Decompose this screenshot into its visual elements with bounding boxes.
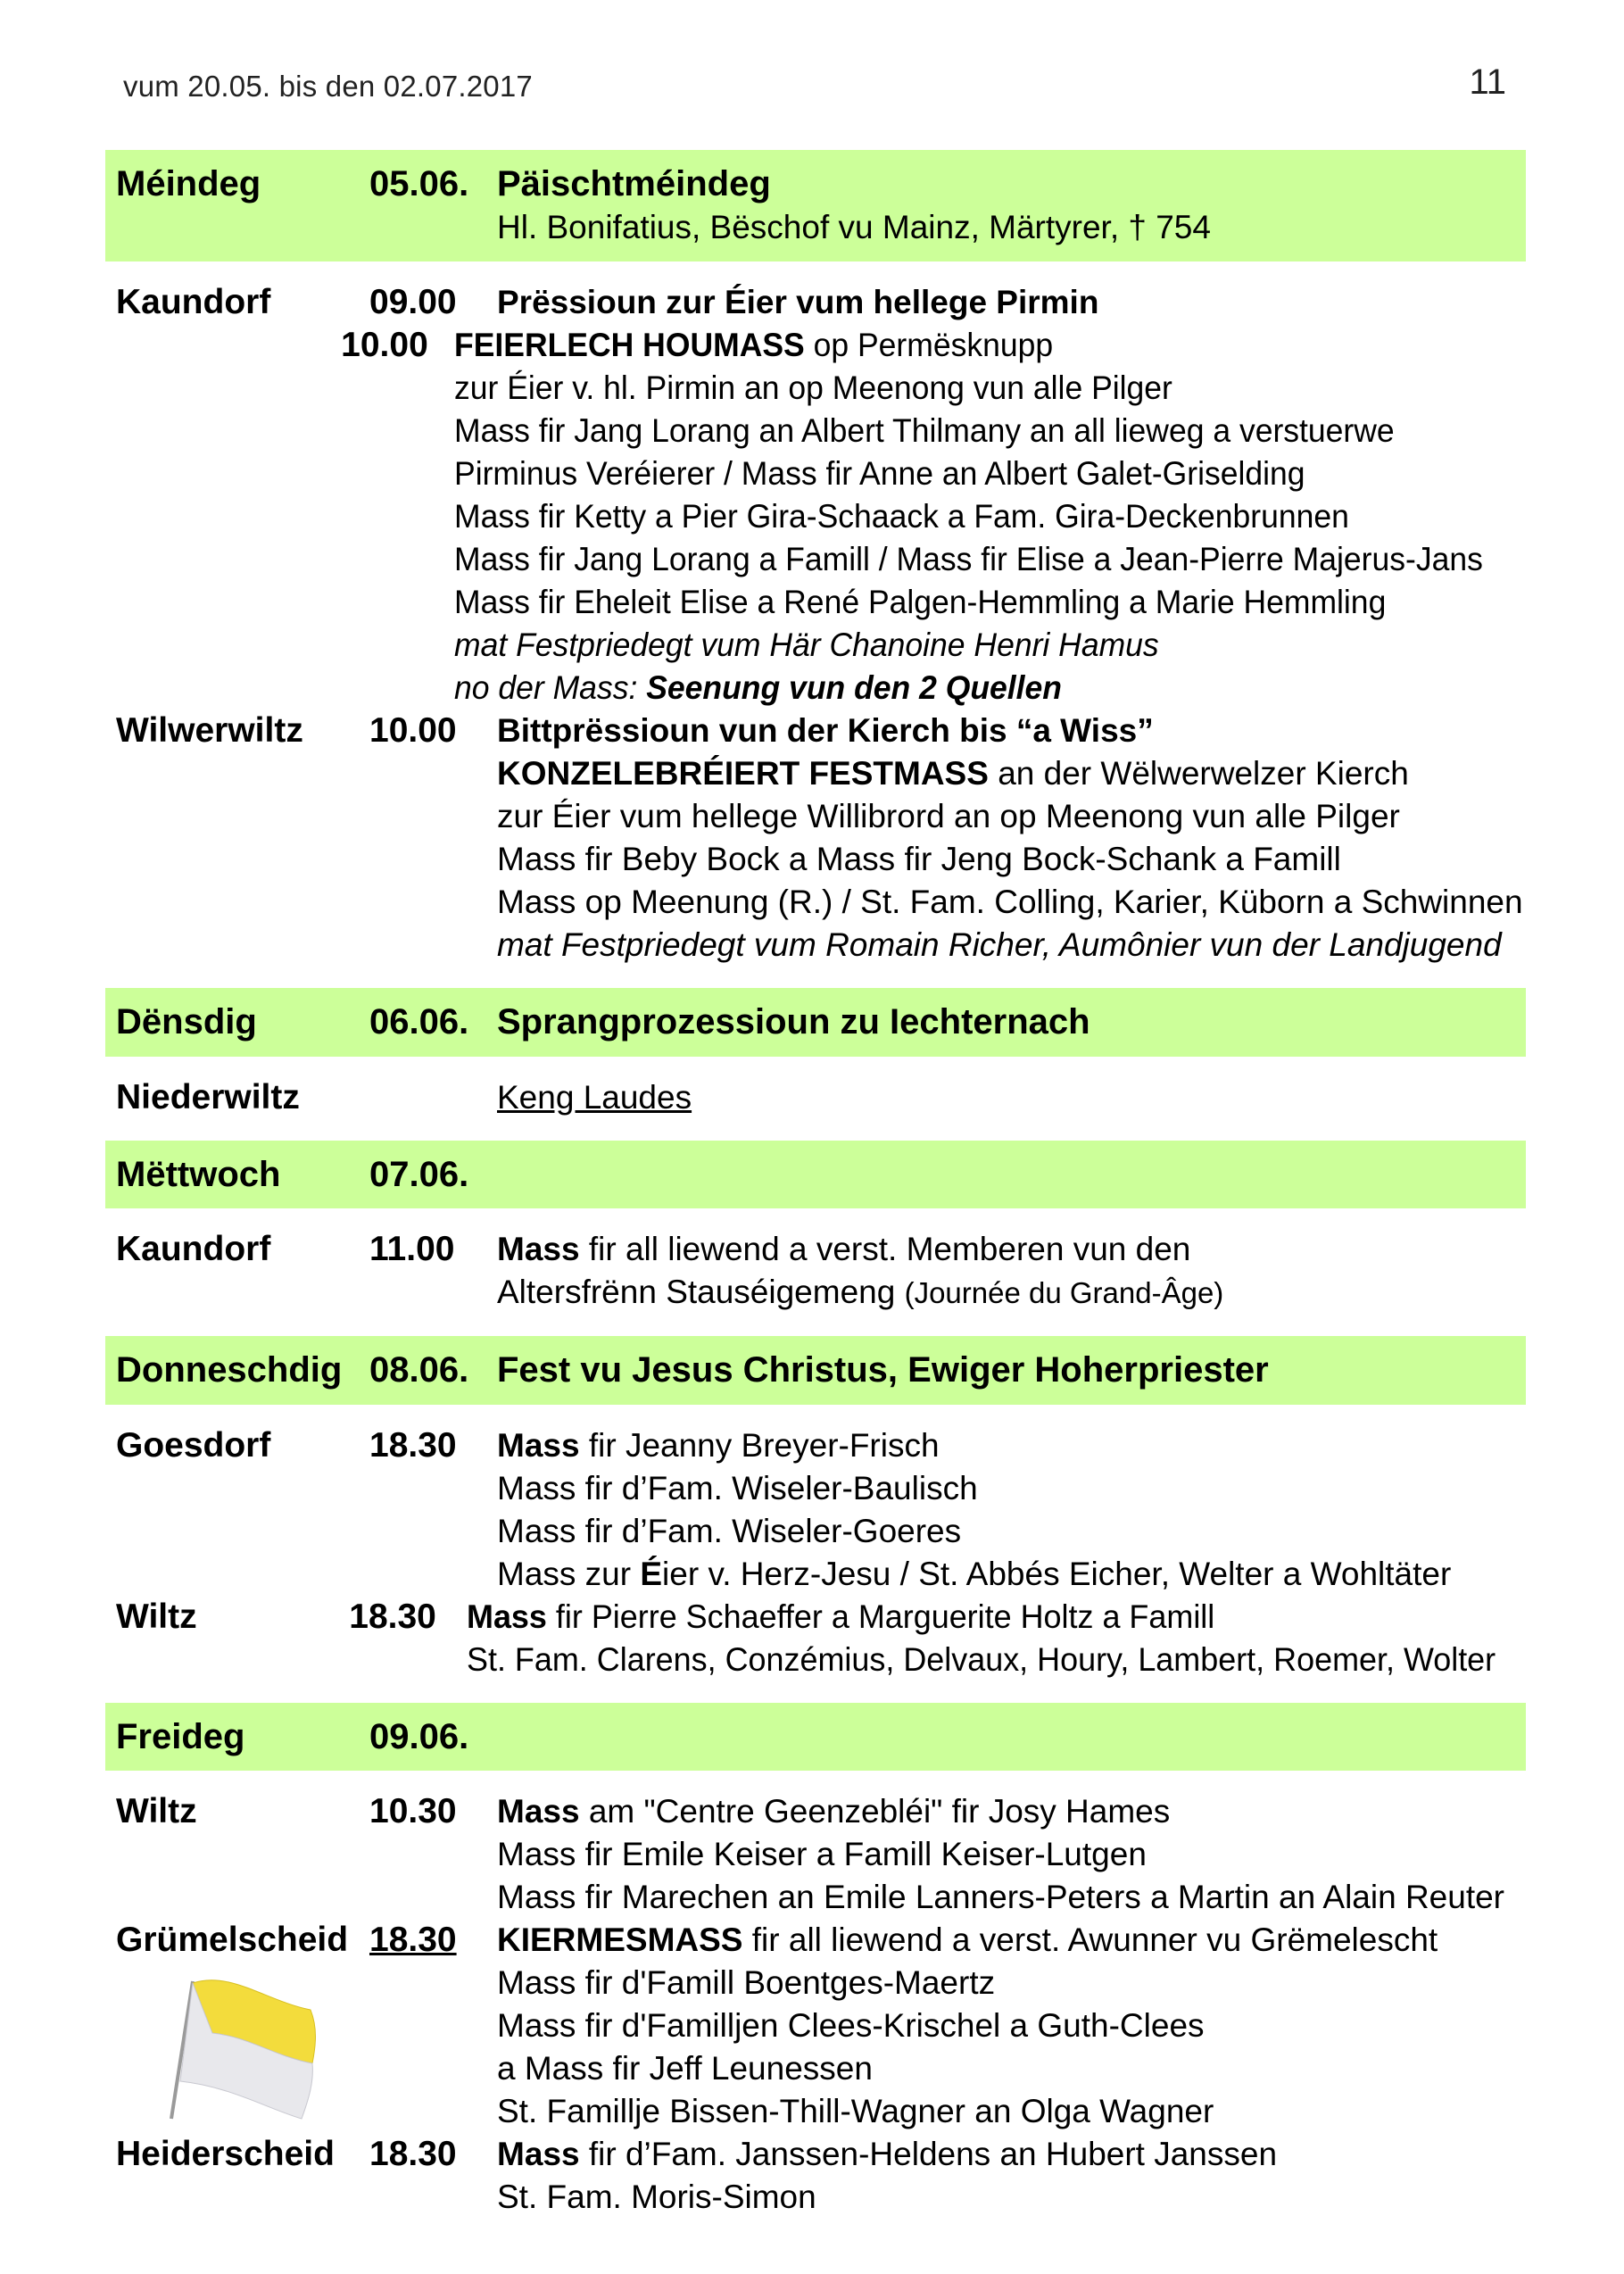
text-segment: Mass (497, 2136, 580, 2172)
text-segment: fir d’Fam. Janssen-Heldens an Hubert Janssen (579, 2136, 1278, 2172)
place-block (105, 272, 1526, 977)
text-segment: Mass (497, 1793, 580, 1830)
text-segment: Mass fir d'Familljen Clees-Krischel a Guth-Clees (497, 2007, 1205, 2044)
papal-flag-image (141, 1974, 319, 2126)
day-header (105, 1703, 1526, 1771)
mass-details (497, 1076, 1526, 1119)
mass-time: 18.30 (349, 1598, 436, 1636)
day-header (105, 150, 1526, 261)
entry-line (497, 1553, 1526, 1596)
mass-details (497, 1228, 1526, 1315)
text-segment: Mass zur (497, 1556, 641, 1592)
day-row (105, 1349, 1526, 1392)
place-name: Niederwiltz (116, 1078, 300, 1116)
schedule (105, 150, 1526, 2240)
text-segment: Mass fir Emile Keiser a Famill Keiser-Lutgen (497, 1836, 1147, 1872)
mass-entry (105, 710, 1526, 967)
entry-line (454, 324, 1483, 367)
day-name: Freideg (116, 1717, 245, 1756)
text-segment: KONZELEBRÉIERT FESTMASS (497, 755, 989, 792)
day-date: 06.06. (369, 1002, 469, 1042)
mass-details (497, 710, 1526, 967)
text-segment: Mass fir Jang Lorang a Famill / Mass fir Elise a Jean-Pierre Majerus-Jans (454, 541, 1484, 577)
text-segment: no der Mass: (454, 669, 647, 706)
text-segment: Mass (497, 1231, 580, 1267)
day-description (497, 1000, 1526, 1044)
text-segment: fir Jeanny Breyer-Frisch (579, 1427, 940, 1464)
text-segment: KIERMESMASS (497, 1921, 743, 1958)
text-segment: Keng Laudes (497, 1079, 692, 1116)
entry-line (497, 2047, 1526, 2090)
entry-line (454, 538, 1483, 581)
day-name: Dënsdig (116, 1002, 257, 1042)
day-date: 08.06. (369, 1350, 469, 1390)
place-name: Wiltz (116, 1598, 197, 1636)
page-number: 11 (1469, 62, 1506, 102)
text-segment: Hl. Bonifatius, Bëschof vu Mainz, Märtyrer, † 754 (497, 209, 1211, 245)
mass-time: 18.30 (369, 2135, 457, 2173)
text-segment: (Journée du Grand-Âge) (904, 1276, 1224, 1309)
place-block (105, 1067, 1526, 1130)
mass-entry (105, 1790, 1526, 1919)
mass-details (467, 1596, 1526, 1681)
day-name: Méindeg (116, 164, 261, 203)
text-segment: Mass fir Marechen an Emile Lanners-Peters a Martin an Alain Reuter (497, 1879, 1505, 1915)
mass-time: 18.30 (369, 1426, 457, 1465)
day-date: 05.06. (369, 164, 469, 203)
text-segment: Bittprëssioun vun der Kierch bis “a Wiss” (497, 712, 1154, 749)
place-name: Heiderscheid (116, 2135, 335, 2173)
place-name: Wiltz (116, 1792, 197, 1830)
place-name: Kaundorf (116, 283, 271, 321)
place-block (105, 1415, 1526, 1692)
text-segment: FEIERLECH HOUMASS (454, 327, 805, 363)
entry-line (497, 1271, 1526, 1315)
mass-entry (105, 2133, 1526, 2219)
entry-line (497, 924, 1526, 967)
entry-line (454, 581, 1483, 624)
text-segment: zur Éier v. hl. Pirmin an op Meenong vun alle Pilger (454, 369, 1173, 406)
entry-line (497, 1076, 1526, 1119)
mass-entry (105, 1596, 1526, 1681)
mass-time: 09.00 (369, 283, 457, 321)
text-segment: Altersfrënn Stauséigemeng (497, 1274, 905, 1310)
entry-line (497, 1790, 1526, 1833)
text-segment: zur Éier vum hellege Willibrord an op Meenong vun alle Pilger (497, 798, 1400, 834)
text-segment: Päischtméindeg (497, 164, 771, 203)
day-description (497, 1349, 1526, 1392)
entry-line (454, 495, 1483, 538)
entry-line (497, 838, 1526, 881)
mass-time: 11.00 (369, 1230, 455, 1268)
entry-line (497, 2090, 1526, 2133)
mass-time: 10.00 (341, 326, 428, 364)
entry-line (497, 2004, 1526, 2047)
mass-details (497, 1424, 1526, 1596)
text-segment: St. Fam. Moris-Simon (497, 2179, 816, 2215)
entry-line (497, 1424, 1526, 1467)
text-segment: Seenung vun den 2 Quellen (646, 669, 1063, 706)
text-segment: mat Festpriedegt vum Romain Richer, Aumônier vun der Landjugend (497, 926, 1502, 963)
mass-time: 18.30 (369, 1921, 457, 1959)
text-segment: Sprangprozessioun zu Iechternach (497, 1002, 1090, 1042)
header-date-range: vum 20.05. bis den 02.07.2017 (123, 70, 533, 103)
day-date: 07.06. (369, 1155, 469, 1194)
mass-details (454, 324, 1526, 710)
text-segment: Mass fir Eheleit Elise a René Palgen-Hemmling a Marie Hemmling (454, 584, 1387, 620)
text-segment: Mass fir d’Fam. Wiseler-Baulisch (497, 1470, 978, 1506)
entry-line (497, 1349, 1526, 1392)
mass-details (497, 281, 1526, 324)
place-block (105, 1219, 1526, 1325)
entry-line (497, 2133, 1526, 2176)
text-segment: St. Fam. Clarens, Conzémius, Delvaux, Houry, Lambert, Roemer, Wolter (466, 1641, 1496, 1678)
entry-line (454, 667, 1483, 710)
text-segment: St. Familljе Bissen-Thill-Wagner an Olga Wagner (497, 2093, 1214, 2129)
text-segment: É (640, 1556, 663, 1592)
entry-line (497, 1919, 1526, 1962)
mass-entry (105, 324, 1526, 710)
day-header (105, 1336, 1526, 1405)
text-segment: fir all liewend a verst. Awunner vu Grëmelescht (742, 1921, 1438, 1958)
text-segment: Prëssioun zur Éier vum hellege Pirmin (497, 284, 1099, 320)
text-segment: ier v. Herz-Jesu / St. Abbés Eicher, Welter a Wohltäter (662, 1556, 1452, 1592)
text-segment: Mass op Meenung (R.) / St. Fam. Colling, Karier, Küborn a Schwinnen (497, 884, 1523, 920)
day-description (497, 162, 1526, 249)
entry-line (497, 752, 1526, 795)
entry-line (497, 1510, 1526, 1553)
mass-entry (105, 281, 1526, 324)
text-segment: op Permësknupp (804, 327, 1054, 363)
text-segment: Mass fir Ketty a Pier Gira-Schaack a Fam. Gira-Deckenbrunnen (454, 498, 1350, 535)
mass-entry (105, 1424, 1526, 1596)
entry-line (497, 1962, 1526, 2004)
day-row (105, 1715, 1526, 1758)
text-segment: a Mass fir Jeff Leunessen (497, 2050, 873, 2087)
mass-time: 10.00 (369, 711, 457, 750)
text-segment: am "Centre Geenzebléi" fir Josy Hames (579, 1793, 1171, 1830)
mass-entry (105, 1919, 1526, 2133)
entry-line (497, 1833, 1526, 1876)
text-segment: Mass fir d’Fam. Wiseler-Goeres (497, 1513, 962, 1549)
entry-line (497, 710, 1526, 752)
entry-line (497, 2176, 1526, 2219)
entry-line (497, 206, 1526, 249)
text-segment: Mass fir Beby Bock a Mass fir Jeng Bock-Schank a Famill (497, 841, 1341, 877)
place-name: Wilwerwiltz (116, 711, 303, 750)
entry-line (497, 1467, 1526, 1510)
day-header (105, 988, 1526, 1057)
entry-line (497, 162, 1526, 206)
place-block (105, 1781, 1526, 2229)
entry-line (497, 1876, 1526, 1919)
entry-line (497, 881, 1526, 924)
entry-line (497, 1000, 1526, 1044)
text-segment: mat Festpriedegt vum Här Chanoine Henri Hamus (454, 627, 1159, 663)
entry-line (497, 795, 1526, 838)
text-segment: Mass (466, 1598, 547, 1635)
text-segment: Fest vu Jesus Christus, Ewiger Hoherpriester (497, 1350, 1269, 1390)
entry-line (454, 410, 1483, 452)
place-name: Grümelscheid (116, 1921, 349, 1959)
text-segment: Mass (497, 1427, 580, 1464)
entry-line (454, 452, 1483, 495)
mass-entry (105, 1076, 1526, 1119)
text-segment: Mass fir Jang Lorang an Albert Thilmany an all lieweg a verstuerwe (454, 412, 1395, 449)
text-segment: Pirminus Veréierer / Mass fir Anne an Albert Galet-Griselding (454, 455, 1305, 492)
place-name: Goesdorf (116, 1426, 271, 1465)
entry-line (467, 1596, 1496, 1639)
entry-line (454, 367, 1483, 410)
day-name: Donneschdig (116, 1350, 343, 1390)
day-header (105, 1141, 1526, 1208)
entry-line (467, 1639, 1496, 1681)
mass-time: 10.30 (369, 1792, 457, 1830)
entry-line (497, 1228, 1526, 1271)
day-name: Mëttwoch (116, 1155, 281, 1194)
day-row (105, 1000, 1526, 1044)
text-segment: fir all liewend a verst. Memberen vun den (579, 1231, 1191, 1267)
day-date: 09.06. (369, 1717, 469, 1756)
text-segment: an der Wëlwerwelzer Kierch (988, 755, 1409, 792)
mass-entry (105, 1228, 1526, 1315)
mass-details (497, 1790, 1526, 1919)
mass-details (497, 2133, 1526, 2219)
day-row (105, 1153, 1526, 1196)
text-segment: Mass fir d'Famill Boentges-Maertz (497, 1964, 996, 2001)
day-row (105, 162, 1526, 249)
entry-line (454, 624, 1483, 667)
entry-line (497, 281, 1526, 324)
text-segment: fir Pierre Schaeffer a Marguerite Holtz a Famill (546, 1598, 1215, 1635)
mass-details (497, 1919, 1526, 2133)
place-name: Kaundorf (116, 1230, 271, 1268)
